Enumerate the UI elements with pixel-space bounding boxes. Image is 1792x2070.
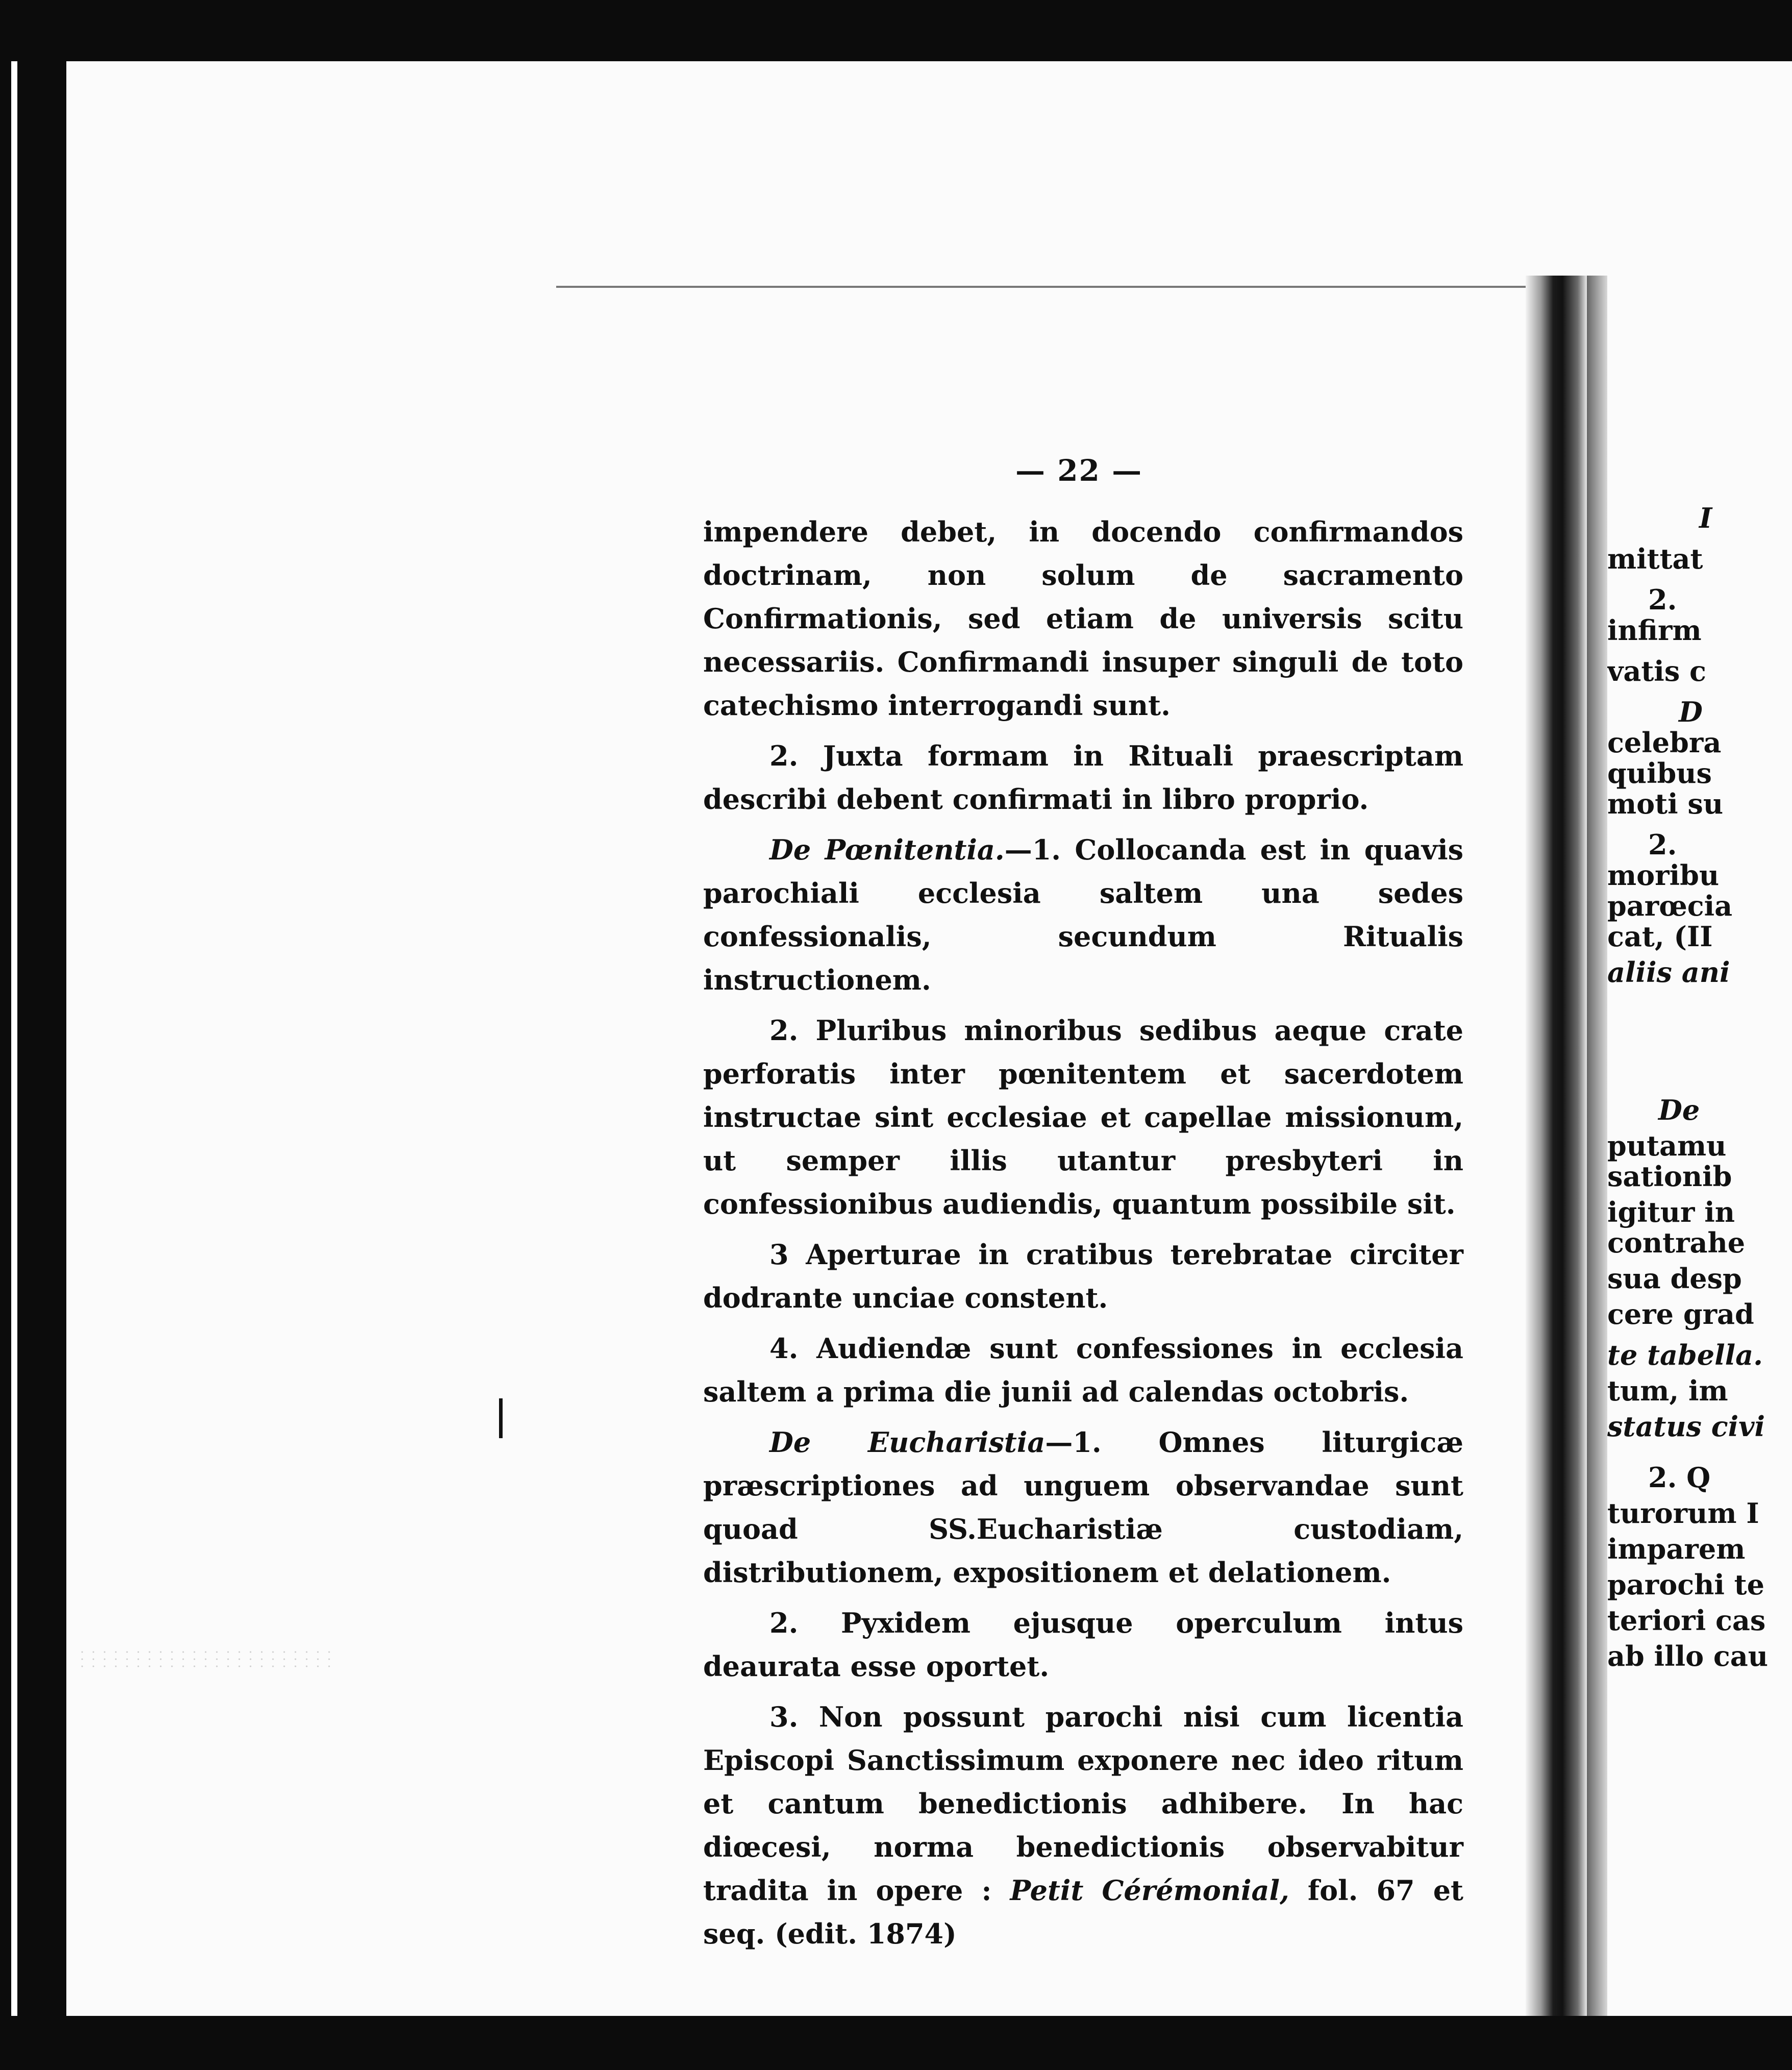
adjacent-page-line: turorum I <box>1607 1497 1759 1530</box>
paragraph-poenitentia-text: —1. Collocanda est in quavis parochiali ecclesia saltem una sedes confessionalis, secundum Ritualis instructionem. <box>703 833 1463 996</box>
page-text <box>703 510 1463 1956</box>
adjacent-page-line: tum, im <box>1607 1374 1728 1407</box>
section-heading-poenitentia: De Pœnitentia. <box>769 833 1005 866</box>
scan-frame-strip <box>11 0 17 2070</box>
reference-tail: fol. 67 et seq. (edit. 1874) <box>703 1874 1463 1950</box>
adjacent-page-line: moribu <box>1607 859 1720 892</box>
adjacent-page-line: contrahe <box>1607 1226 1746 1259</box>
paragraph-2: 2. Juxta formam in Rituali praescriptam describi debent confirmati in libro proprio. <box>703 740 1463 816</box>
paragraph-eucharistia-text: —1. Omnes liturgicæ præscriptiones ad unguem observandae sunt quoad SS.Eucharistiæ custodiam, distributionem, expositionem et delationem. <box>703 1426 1463 1589</box>
book-spine-shadow <box>1526 276 1587 2016</box>
scan-frame-top <box>0 0 1792 61</box>
paragraph-9-text: 3. Non possunt parochi nisi cum licentia Episcopi Sanctissimum exponere nec ideo ritum et cantum benedictionis adhibere. In hac diœcesi, norma benedictionis observabitur tradita in opere : <box>703 1701 1463 1907</box>
adjacent-page-line: sationib <box>1607 1160 1732 1193</box>
adjacent-page-line: mittat <box>1607 543 1703 575</box>
scan-speckle <box>77 1648 332 1669</box>
adjacent-page-line: cat, (II <box>1607 920 1713 953</box>
adjacent-page-line: celebra <box>1607 726 1722 759</box>
stray-ink-mark <box>499 1398 503 1438</box>
reference-title: Petit Cérémonial, <box>1010 1874 1289 1907</box>
page-number: — 22 — <box>1015 453 1143 488</box>
adjacent-page-line: putamu <box>1607 1129 1727 1162</box>
scan-frame-bottom <box>0 2016 1792 2070</box>
adjacent-page-line: cere grad <box>1607 1298 1754 1330</box>
adjacent-page-line: te tabella. <box>1607 1339 1763 1371</box>
scan-frame-left <box>0 0 66 2070</box>
adjacent-page-line: 2. Q <box>1648 1461 1711 1494</box>
paragraph-eucharistia <box>703 1421 1463 1594</box>
adjacent-page-line: quibus <box>1607 757 1712 790</box>
adjacent-page-line: ab illo cau <box>1607 1640 1769 1672</box>
paragraph-9 <box>703 1695 1463 1956</box>
adjacent-page-line: 2. <box>1648 583 1677 616</box>
adjacent-page-line: moti su <box>1607 787 1724 820</box>
adjacent-page-line: 2. <box>1648 828 1677 861</box>
paragraph-6: 4. Audiendæ sunt confessiones in ecclesia saltem a prima die junii ad calendas octobris. <box>703 1332 1463 1408</box>
adjacent-page-line: imparem <box>1607 1533 1746 1565</box>
paragraph-8: 2. Pyxidem ejusque operculum intus deaurata esse oportet. <box>703 1607 1463 1683</box>
paragraph-poenitentia <box>703 828 1463 1002</box>
paragraph-5: 3 Aperturae in cratibus terebratae circiter dodrante unciae constent. <box>703 1238 1463 1314</box>
paragraph-4: 2. Pluribus minoribus sedibus aeque crate perforatis inter pœnitentem et sacerdotem instructae sint ecclesiae et capellae missionum, ut semper illis utantur presbyteri in confessionibus audiendis, quantum possibile sit. <box>703 1014 1463 1220</box>
adjacent-page-line: status civi <box>1607 1410 1765 1443</box>
adjacent-page-line: aliis ani <box>1607 956 1730 989</box>
adjacent-page-line: vatis c <box>1607 655 1706 687</box>
adjacent-page-line: parochi te <box>1607 1568 1764 1601</box>
page-top-edge <box>556 286 1556 288</box>
adjacent-page-line: De <box>1658 1094 1700 1126</box>
adjacent-page-line: sua desp <box>1607 1262 1742 1295</box>
adjacent-page-line: I <box>1699 502 1712 534</box>
adjacent-page-line: teriori cas <box>1607 1604 1766 1637</box>
book-spine-gutter <box>1587 276 1607 2016</box>
adjacent-page-line: D <box>1679 696 1703 728</box>
adjacent-page-line: parœcia <box>1607 890 1733 922</box>
adjacent-page-line: igitur in <box>1607 1196 1735 1228</box>
section-heading-eucharistia: De Eucharistia <box>769 1426 1046 1459</box>
adjacent-page-fragment <box>1607 490 1792 1990</box>
adjacent-page-line: infirm <box>1607 614 1702 647</box>
paragraph-1: impendere debet, in docendo confirmandos doctrinam, non solum de sacramento Confirmationis, sed etiam de universis scitu necessariis. Confirmandi insuper singuli de toto catechismo interrogandi sunt. <box>703 515 1463 722</box>
